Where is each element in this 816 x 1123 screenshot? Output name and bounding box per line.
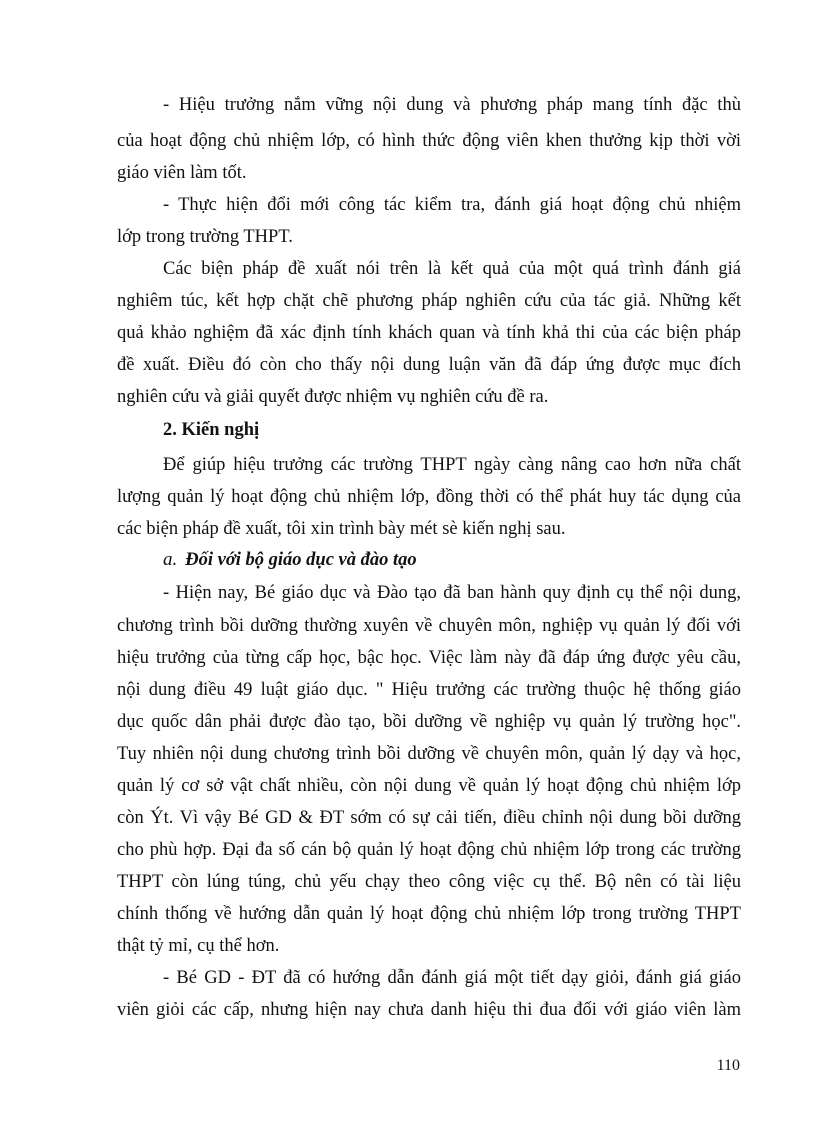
paragraph-2-line-1: - Thực hiện đổi mới công tác kiểm tra, đánh giá hoạt động chủ nhiệm	[163, 195, 741, 215]
paragraph-5-line-6: Tuy nhiên nội dung chương trình bồi dưỡng về chuyên môn, quản lý dạy và học,	[117, 744, 741, 764]
paragraph-1-line-1: - Hiệu trưởng nắm vững nội dung và phương pháp mang tính đặc thù	[163, 95, 741, 115]
paragraph-3-line-3: quả khảo nghiệm đã xác định tính khách quan và tính khả thi của các biện pháp	[117, 323, 741, 343]
paragraph-5-line-2: chương trình bồi dưỡng thường xuyên về chuyên môn, nghiệp vụ quản lý đối với	[117, 616, 741, 636]
paragraph-5-line-4: nội dung điều 49 luật giáo dục. " Hiệu trưởng các trường thuộc hệ thống giáo	[117, 680, 741, 700]
paragraph-1-line-3: giáo viên làm tốt.	[117, 163, 247, 183]
paragraph-2-line-2: lớp trong trường THPT.	[117, 227, 293, 247]
paragraph-5-line-11: chính thống về hướng dẫn quản lý hoạt động chủ nhiệm lớp trong trường THPT	[117, 904, 741, 924]
paragraph-5-line-10: THPT còn lúng túng, chủ yếu chạy theo công việc cụ thể. Bộ nên có tài liệu	[117, 872, 741, 892]
paragraph-6-line-1: - Bé GD - ĐT đã có hướng dẫn đánh giá một tiết dạy giỏi, đánh giá giáo	[163, 968, 741, 988]
paragraph-3-line-1: Các biện pháp đề xuất nói trên là kết quả của một quá trình đánh giá	[163, 259, 741, 279]
paragraph-5-line-1: - Hiện nay, Bé giáo dục và Đào tạo đã ban hành quy định cụ thể nội dung,	[163, 583, 741, 603]
page-number: 110	[716, 1057, 740, 1074]
paragraph-3-line-4: đề xuất. Điều đó còn cho thấy nội dung luận văn đã đáp ứng được mục đích	[117, 355, 741, 375]
subsection-title: Đối với bộ giáo dục và đào tạo	[185, 550, 417, 570]
paragraph-6-line-2: viên giỏi các cấp, nhưng hiện nay chưa danh hiệu thi đua đối với giáo viên làm	[117, 1000, 741, 1020]
section-heading-recommendations: 2. Kiến nghị	[163, 420, 260, 440]
paragraph-5-line-12: thật tỷ mỉ, cụ thể hơn.	[117, 936, 280, 956]
paragraph-1-line-2: của hoạt động chủ nhiệm lớp, có hình thức động viên khen thưởng kịp thời vời	[117, 131, 741, 151]
paragraph-5-line-7: quản lý cơ sở vật chất nhiều, còn nội dung về quản lý hoạt động chủ nhiệm lớp	[117, 776, 741, 796]
subsection-heading-a	[163, 544, 417, 576]
subsection-letter: a.	[163, 549, 178, 570]
paragraph-4-line-3: các biện pháp đề xuất, tôi xin trình bày mét sè kiến nghị sau.	[117, 519, 566, 539]
paragraph-5-line-9: cho phù hợp. Đại đa số cán bộ quản lý hoạt động chủ nhiệm lớp trong các trường	[117, 840, 741, 860]
paragraph-3-line-2: nghiêm túc, kết hợp chặt chẽ phương pháp nghiên cứu của tác giả. Những kết	[117, 291, 741, 311]
paragraph-5-line-5: dục quốc dân phải được đào tạo, bồi dưỡng về nghiệp vụ quản lý trường học".	[117, 712, 741, 732]
paragraph-5-line-3: hiệu trưởng của từng cấp học, bậc học. Việc làm này đã đáp ứng được yêu cầu,	[117, 648, 741, 668]
paragraph-4-line-2: lượng quản lý hoạt động chủ nhiệm lớp, đồng thời có thể phát huy tác dụng của	[117, 487, 741, 507]
paragraph-4-line-1: Để giúp hiệu trưởng các trường THPT ngày càng nâng cao hơn nữa chất	[163, 455, 741, 475]
paragraph-5-line-8: còn Ýt. Vì vậy Bé GD & ĐT sớm có sự cải tiến, điều chỉnh nội dung bồi dưỡng	[117, 808, 741, 828]
paragraph-3-line-5: nghiên cứu và giải quyết được nhiệm vụ nghiên cứu đề ra.	[117, 387, 549, 407]
